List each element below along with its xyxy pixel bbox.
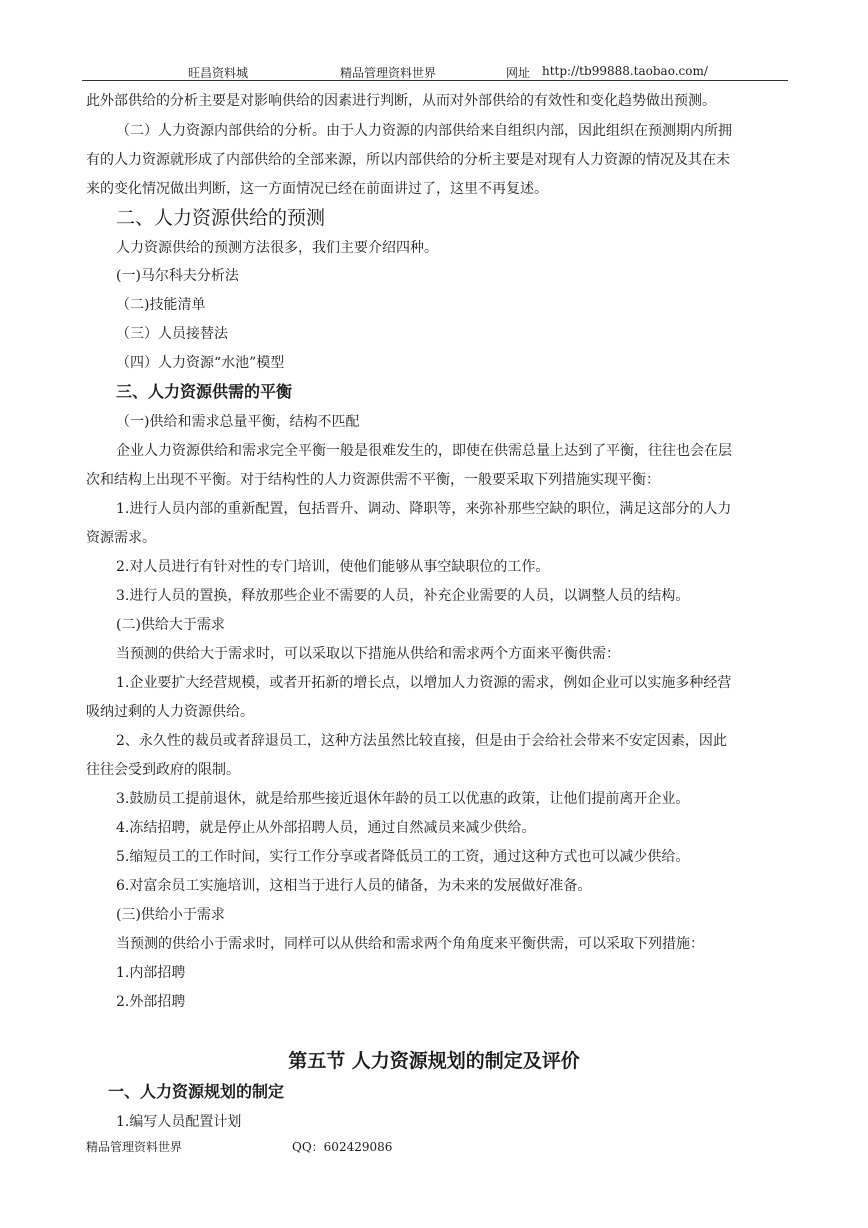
heading-supply-forecast: 二、人力资源供给的预测 [116,207,326,229]
list-item: 6.对富余员工实施培训，这相当于进行人员的储备，为未来的发展做好准备。 [116,878,592,894]
list-item: 5.缩短员工的工作时间，实行工作分享或者降低员工的工资，通过这种方式也可以减少供给。 [116,849,690,865]
page-header [82,60,788,81]
paragraph: 来的变化情况做出判断，这一方面情况已经在前面讲过了，这里不再复述。 [86,181,548,197]
footer-qq: QQ：602429086 [292,1140,393,1154]
list-item: 2、永久性的裁员或者辞退员工，这种方法虽然比较直接，但是由于会给社会带来不安定因素，因此 [116,733,727,749]
subheading: （一)供给和需求总量平衡，结构不匹配 [116,414,360,430]
list-item: 2.外部招聘 [116,994,186,1010]
paragraph: 企业人力资源供给和需求完全平衡一般是很难发生的，即使在供需总量上达到了平衡，往往也会在层 [116,443,732,459]
paragraph: 当预测的供给小于需求时，同样可以从供给和需求两个角角度来平衡供需，可以采取下列措施： [116,936,704,952]
list-item: 3.鼓励员工提前退休，就是给那些接近退休年龄的员工以优惠的政策，让他们提前离开企业。 [116,791,690,807]
list-item: 3.进行人员的置换，释放那些企业不需要的人员，补充企业需要的人员，以调整人员的结构。 [116,588,690,604]
list-item: （四）人力资源“水池”模型 [116,355,285,371]
list-item: (一)马尔科夫分析法 [116,268,239,284]
list-item: （三）人员接替法 [116,326,228,342]
header-url: http://tb99888.taobao.com/ [542,64,708,78]
paragraph: 有的人力资源就形成了内部供给的全部来源，所以内部供给的分析主要是对现有人力资源的情况及其在未 [86,152,730,168]
section-title: 第五节 人力资源规划的制定及评价 [288,1050,580,1072]
paragraph: 当预测的供给大于需求时，可以采取以下措施从供给和需求两个方面来平衡供需： [116,646,620,662]
list-item: 1.内部招聘 [116,965,186,981]
list-item: 吸纳过剩的人力资源供给。 [86,704,254,720]
paragraph: 人力资源供给的预测方法很多，我们主要介绍四种。 [116,240,438,256]
header-shop-name: 旺昌资料城 [188,66,249,80]
list-item: （二)技能清单 [116,297,206,313]
header-site-label: 网址 [506,66,531,80]
list-item: 1.企业要扩大经营规模，或者开拓新的增长点，以增加人力资源的需求，例如企业可以实施多种经营 [116,675,732,691]
list-item: 资源需求。 [86,530,156,546]
header-brand: 精品管理资料世界 [340,66,437,80]
list-item: 4.冻结招聘，就是停止从外部招聘人员，通过自然减员来减少供给。 [116,820,536,836]
subheading: (三)供给小于需求 [116,907,225,923]
paragraph: 此外部供给的分析主要是对影响供给的因素进行判断，从而对外部供给的有效性和变化趋势做出预测。 [86,93,716,109]
list-item: 1.进行人员内部的重新配置，包括晋升、调动、降职等，来弥补那些空缺的职位，满足这部分的人力 [116,501,732,517]
heading-supply-demand-balance: 三、人力资源供需的平衡 [116,382,293,401]
footer-brand: 精品管理资料世界 [86,1140,183,1154]
list-item: 1.编写人员配置计划 [116,1114,242,1130]
subheading: (二)供给大于需求 [116,617,225,633]
paragraph: 次和结构上出现不平衡。对于结构性的人力资源供需不平衡，一般要采取下列措施实现平衡： [86,472,660,488]
list-item: 2.对人员进行有针对性的专门培训，使他们能够从事空缺职位的工作。 [116,559,550,575]
paragraph: （二）人力资源内部供给的分析。由于人力资源的内部供给来自组织内部，因此组织在预测期内所拥 [116,123,732,139]
heading-plan-formulation: 一、人力资源规划的制定 [108,1082,285,1101]
list-item: 往往会受到政府的限制。 [86,762,240,778]
